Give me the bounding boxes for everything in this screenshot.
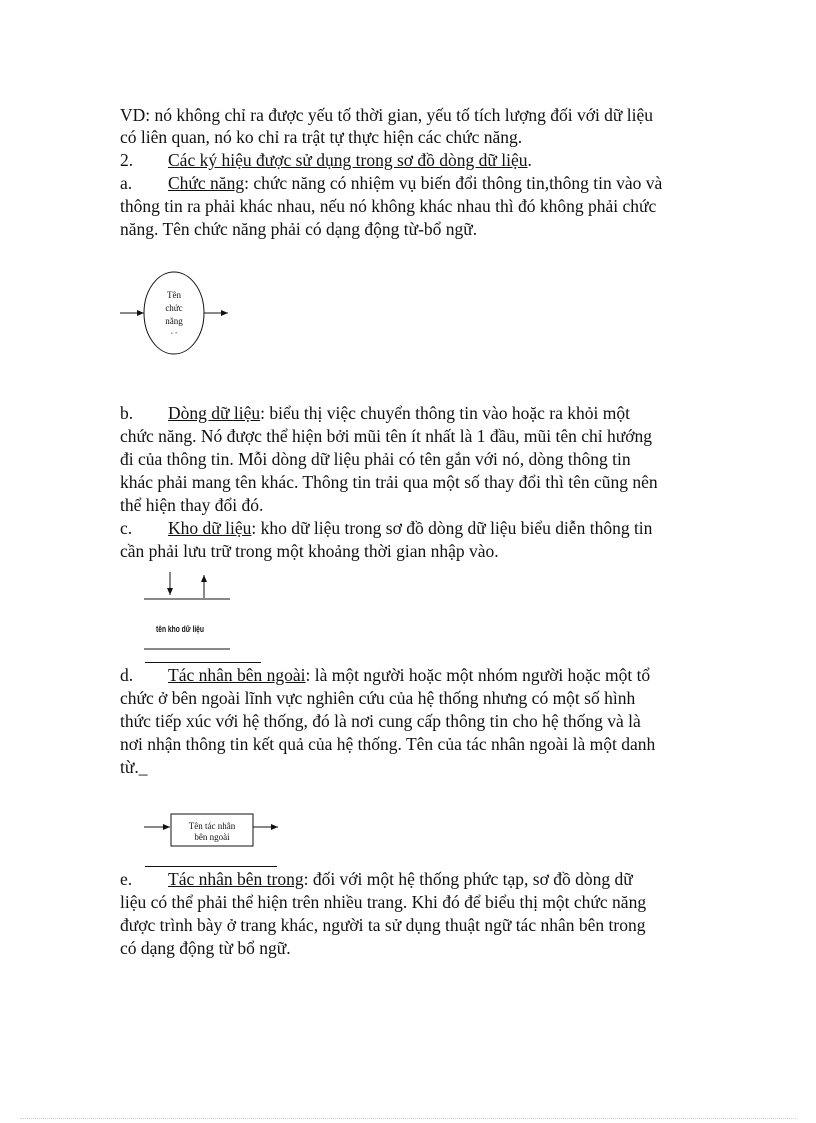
item-c-text: : kho dữ liệu trong sơ đồ dòng dữ liệu biểu diễn thông tin bbox=[251, 518, 653, 538]
item-d-text: : là một người hoặc một nhóm người hoặc một tổ bbox=[305, 665, 651, 685]
item-d-line-2: chức ở bên ngoài lĩnh vực nghiên cứu của hệ thống nhưng có một số hình bbox=[120, 688, 636, 708]
item-b-line-3: đi của thông tin. Mỗi dòng dữ liệu phải có tên gắn với nó, dòng thông tin bbox=[120, 449, 631, 469]
item-a-title: Chức năng bbox=[168, 173, 245, 193]
item-b-line-5: thể hiện thay đổi đó. bbox=[120, 495, 264, 515]
item-d-line-1 bbox=[120, 664, 650, 686]
item-c-title: Kho dữ liệu bbox=[168, 518, 252, 538]
item-d-title: Tác nhân bên ngoài bbox=[168, 665, 306, 685]
item-e-text: : đối với một hệ thống phức tạp, sơ đồ dòng dữ bbox=[303, 869, 633, 889]
item-b-number: b. bbox=[120, 403, 134, 423]
item-a-line-2: thông tin ra phải khác nhau, nếu nó không khác nhau thì đó không phải chức bbox=[120, 196, 657, 216]
function-ellipse bbox=[144, 272, 204, 354]
section-2-end: . bbox=[527, 150, 532, 170]
function-label-4: ‘ ’ bbox=[170, 331, 178, 339]
item-a-number: a. bbox=[120, 173, 133, 193]
item-b-text: : biểu thị việc chuyển thông tin vào hoặc ra khỏi một bbox=[260, 403, 630, 423]
function-label-3: năng bbox=[165, 316, 183, 326]
item-a-text: : chức năng có nhiệm vụ biến đổi thông tin,thông tin vào và bbox=[244, 173, 663, 193]
item-e-line-2: liệu có thể phải thể hiện trên nhiều trang. Khi đó để biểu thị một chức năng bbox=[120, 892, 647, 912]
entity-label-2: bên ngoài bbox=[194, 832, 230, 842]
item-e-overline bbox=[145, 866, 277, 867]
item-b-line-2: chức năng. Nó được thể hiện bởi mũi tên ít nhất là 1 đầu, mũi tên chỉ hướng bbox=[120, 426, 653, 446]
item-d-number: d. bbox=[120, 665, 134, 685]
item-b-title: Dòng dữ liệu bbox=[168, 403, 261, 423]
item-a-line-3: năng. Tên chức năng phải có dạng động từ-bổ ngữ. bbox=[120, 219, 478, 239]
section-2-heading bbox=[120, 149, 532, 171]
data-store-diagram bbox=[140, 568, 240, 653]
intro-line-1: VD: nó không chỉ ra được yếu tố thời gian, yếu tố tích lượng đối với dữ liệu bbox=[120, 105, 654, 125]
item-c-line-1 bbox=[120, 517, 652, 539]
item-d-line-5: từ._ bbox=[120, 757, 148, 777]
function-label-1: Tên bbox=[167, 290, 181, 300]
item-e-line-3: được trình bày ở trang khác, người ta sử dụng thuật ngữ tác nhân bên trong bbox=[120, 915, 646, 935]
item-d-line-3: thức tiếp xúc với hệ thống, đó là nơi cung cấp thông tin cho hệ thống và là bbox=[120, 711, 641, 731]
item-a-line-1 bbox=[120, 172, 662, 194]
function-symbol-diagram bbox=[110, 265, 240, 365]
item-e-title: Tác nhân bên trong bbox=[168, 869, 304, 889]
item-e-line-4: có dạng động từ bổ ngữ. bbox=[120, 938, 291, 958]
item-d-overline bbox=[145, 662, 261, 663]
item-c-number: c. bbox=[120, 518, 133, 538]
store-label: tên kho dữ liệu bbox=[156, 624, 204, 634]
item-b-line-1 bbox=[120, 402, 630, 424]
item-e-line-1 bbox=[120, 868, 633, 890]
intro-line-2: có liên quan, nó ko chỉ ra trật tự thực hiện các chức năng. bbox=[120, 127, 523, 147]
item-d-line-4: nơi nhận thông tin kết quả của hệ thống. Tên của tác nhân ngoài là một danh bbox=[120, 734, 656, 754]
item-c-line-2: cần phải lưu trữ trong một khoảng thời gian nhập vào. bbox=[120, 541, 499, 561]
function-label-2: chức bbox=[165, 303, 183, 313]
entity-label-1: Tên tác nhân bbox=[188, 821, 236, 831]
item-b-line-4: khác phải mang tên khác. Thông tin trải qua một số thay đổi thì tên cũng nên bbox=[120, 472, 658, 492]
section-2-title: Các ký hiệu được sử dụng trong sơ đồ dòng dữ liệu bbox=[168, 150, 528, 170]
item-e-number: e. bbox=[120, 869, 133, 889]
page-bottom-border bbox=[20, 1118, 796, 1119]
section-2-number: 2. bbox=[120, 150, 134, 170]
external-entity-diagram bbox=[140, 810, 285, 850]
